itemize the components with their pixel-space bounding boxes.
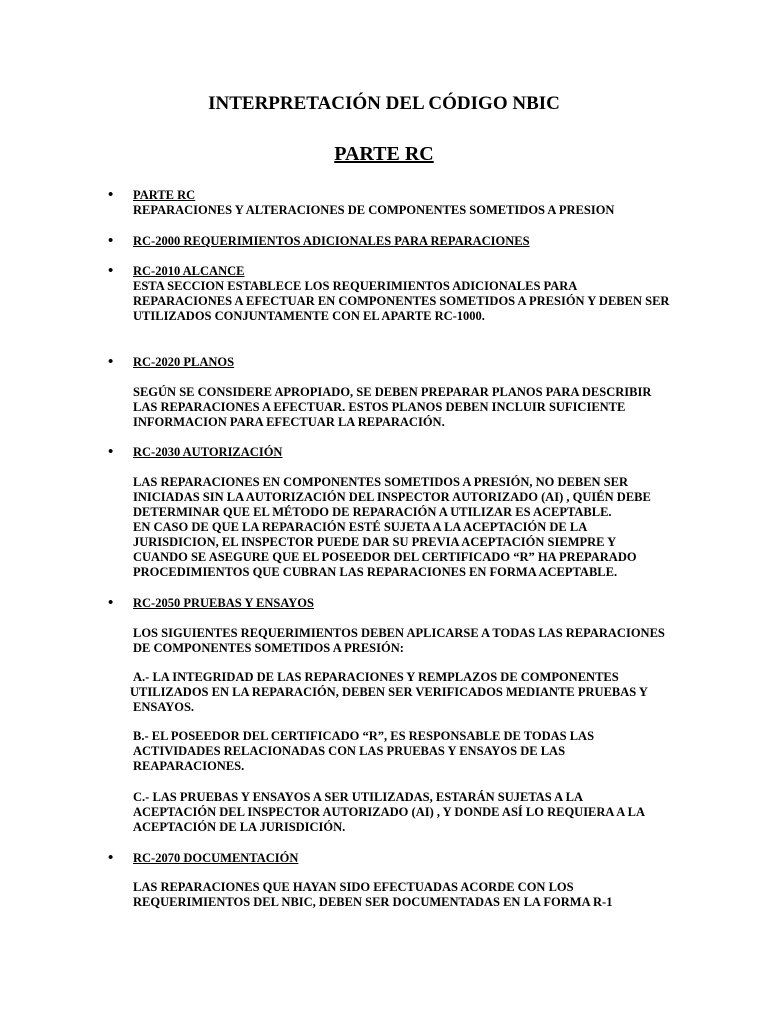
- section-parte-rc: [133, 188, 693, 218]
- section-rc-2020: [133, 355, 693, 370]
- section-heading: RC-2000 REQUERIMIENTOS ADICIONALES PARA REPARACIONES: [133, 234, 530, 248]
- section-text-line: JURISDICION, EL INSPECTOR PUEDE DAR SU PREVIA ACEPTACIÓN SIEMPRE Y: [133, 535, 617, 549]
- section-text-line: LAS REPARACIONES QUE HAYAN SIDO EFECTUADAS ACORDE CON LOS: [133, 880, 574, 894]
- bullet-icon: •: [108, 595, 114, 611]
- bullet-icon: •: [108, 187, 114, 203]
- section-text-line: UTILIZADOS EN LA REPARACIÓN, DEBEN SER VERIFICADOS MEDIANTE PRUEBAS Y: [130, 685, 648, 699]
- section-text-line: EN CASO DE QUE LA REPARACIÓN ESTÉ SUJETA A LA ACEPTACIÓN DE LA: [133, 520, 588, 534]
- document-title: INTERPRETACIÓN DEL CÓDIGO NBIC: [208, 93, 560, 114]
- section-text-line: INICIADAS SIN LA AUTORIZACIÓN DEL INSPECTOR AUTORIZADO (AI) , QUIÉN DEBE: [133, 490, 651, 504]
- section-rc-2070: [133, 851, 693, 866]
- section-text-line: ENSAYOS.: [133, 700, 195, 714]
- section-rc-2010: [133, 264, 693, 324]
- document-subtitle: PARTE RC: [334, 143, 434, 165]
- section-text-line: DETERMINAR QUE EL MÉTODO DE REPARACIÓN A UTILIZAR ES ACEPTABLE.: [133, 505, 612, 519]
- section-text-line: LAS REPARACIONES A EFECTUAR. ESTOS PLANOS DEBEN INCLUIR SUFICIENTE: [133, 400, 626, 414]
- section-text-line: ESTA SECCION ESTABLECE LOS REQUERIMIENTOS ADICIONALES PARA: [133, 279, 578, 293]
- section-text-line: B.- EL POSEEDOR DEL CERTIFICADO “R”, ES RESPONSABLE DE TODAS LAS: [133, 729, 595, 743]
- section-rc-2030: [133, 445, 693, 460]
- bullet-icon: •: [108, 233, 114, 249]
- section-rc-2050-item-a: [130, 670, 693, 715]
- section-rc-2030-body: [133, 475, 693, 580]
- section-text-line: REPARACIONES Y ALTERACIONES DE COMPONENTES SOMETIDOS A PRESION: [133, 203, 615, 217]
- section-rc-2070-body: [133, 880, 693, 910]
- section-text-line: A.- LA INTEGRIDAD DE LAS REPARACIONES Y REMPLAZOS DE COMPONENTES: [133, 670, 619, 684]
- section-text-line: INFORMACION PARA EFECTUAR LA REPARACIÓN.: [133, 415, 445, 429]
- section-text-line: ACTIVIDADES RELACIONADAS CON LAS PRUEBAS Y ENSAYOS DE LAS: [133, 744, 566, 758]
- bullet-icon: •: [108, 444, 114, 460]
- section-rc-2050-item-c: [133, 790, 693, 835]
- section-rc-2050-intro: [133, 626, 693, 656]
- bullet-icon: •: [108, 263, 114, 279]
- section-text-line: C.- LAS PRUEBAS Y ENSAYOS A SER UTILIZADAS, ESTARÁN SUJETAS A LA: [133, 790, 584, 804]
- section-text-line: LOS SIGUIENTES REQUERIMIENTOS DEBEN APLICARSE A TODAS LAS REPARACIONES: [133, 626, 665, 640]
- section-text-line: REQUERIMIENTOS DEL NBIC, DEBEN SER DOCUMENTADAS EN LA FORMA R-1: [133, 895, 613, 909]
- section-rc-2000: [133, 234, 693, 249]
- section-text-line: REPARACIONES A EFECTUAR EN COMPONENTES SOMETIDOS A PRESIÓN Y DEBEN SER: [133, 294, 670, 308]
- section-text-line: ACEPTACIÓN DE LA JURISDICIÓN.: [133, 820, 346, 834]
- section-heading: PARTE RC: [133, 188, 196, 202]
- section-heading: RC-2070 DOCUMENTACIÓN: [133, 851, 299, 865]
- section-heading: RC-2020 PLANOS: [133, 355, 235, 369]
- section-text-line: UTILIZADOS CONJUNTAMENTE CON EL APARTE RC-1000.: [133, 309, 485, 323]
- section-text-line: REAPARACIONES.: [133, 759, 245, 773]
- section-rc-2050-item-b: [133, 729, 693, 774]
- bullet-icon: •: [108, 850, 114, 866]
- section-heading: RC-2010 ALCANCE: [133, 264, 245, 278]
- section-text-line: SEGÚN SE CONSIDERE APROPIADO, SE DEBEN PREPARAR PLANOS PARA DESCRIBIR: [133, 385, 652, 399]
- bullet-icon: •: [108, 354, 114, 370]
- section-text-line: PROCEDIMIENTOS QUE CUBRAN LAS REPARACIONES EN FORMA ACEPTABLE.: [133, 565, 618, 579]
- section-rc-2020-body: [133, 385, 693, 430]
- section-text-line: LAS REPARACIONES EN COMPONENTES SOMETIDOS A PRESIÓN, NO DEBEN SER: [133, 475, 629, 489]
- section-heading: RC-2030 AUTORIZACIÓN: [133, 445, 283, 459]
- section-text-line: DE COMPONENTES SOMETIDOS A PRESIÓN:: [133, 641, 404, 655]
- section-text-line: ACEPTACIÓN DEL INSPECTOR AUTORIZADO (AI) , Y DONDE ASÍ LO REQUIERA A LA: [133, 805, 646, 819]
- section-heading: RC-2050 PRUEBAS Y ENSAYOS: [133, 596, 314, 610]
- section-text-line: CUANDO SE ASEGURE QUE EL POSEEDOR DEL CERTIFICADO “R” HA PREPARADO: [133, 550, 637, 564]
- section-rc-2050: [133, 596, 693, 611]
